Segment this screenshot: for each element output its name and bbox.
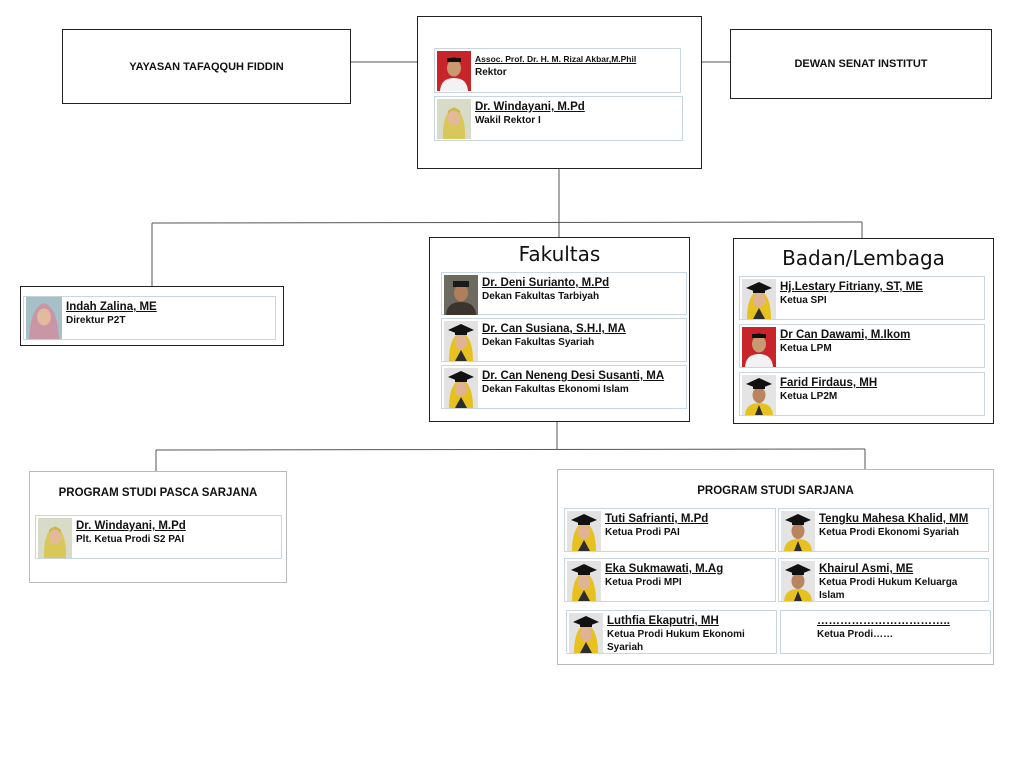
portrait-woman-hijab-icon — [38, 518, 72, 558]
pasca-sarjana-box — [29, 471, 287, 583]
portrait-man-red-bg-icon — [437, 51, 471, 91]
person-card-ketua-lp2m — [739, 372, 985, 416]
portrait-woman-graduation-icon — [567, 561, 601, 601]
person-card-ketua-spi — [739, 276, 985, 320]
portrait-woman-graduation-icon — [444, 368, 478, 408]
person-card-wakil-rektor — [434, 96, 683, 141]
person-name: Hj.Lestary Fitriany, ST, ME — [780, 281, 923, 293]
sarjana-title: PROGRAM STUDI SARJANA — [697, 485, 854, 497]
person-name: Assoc. Prof. Dr. H. M. Rizal Akbar,M.Phil — [475, 54, 637, 64]
person-role: Direktur P2T — [66, 315, 126, 326]
person-role: Ketua Prodi PAI — [605, 527, 680, 538]
person-role: Ketua LPM — [780, 343, 832, 354]
portrait-man-cap-icon — [444, 275, 478, 315]
person-role: Dekan Fakultas Syariah — [482, 337, 595, 348]
direktur-box — [20, 286, 284, 346]
person-name: Luthfia Ekaputri, MH — [607, 615, 719, 627]
fakultas-box — [429, 237, 690, 422]
badan-lembaga-title: Badan/Lembaga — [782, 246, 945, 270]
fakultas-title: Fakultas — [518, 242, 601, 266]
portrait-woman-graduation-icon — [742, 279, 776, 319]
portrait-woman-graduation-icon — [444, 321, 478, 361]
person-name: Eka Sukmawati, M.Ag — [605, 563, 724, 575]
person-role: Dekan Fakultas Ekonomi Islam — [482, 384, 629, 395]
person-card-prodi-hukum-ekonomi — [566, 610, 777, 654]
sarjana-box — [557, 469, 994, 665]
yayasan-box — [62, 29, 351, 104]
person-role: Ketua Prodi Hukum Ekonomi Syariah — [607, 629, 745, 653]
person-role: Ketua Prodi Ekonomi Syariah — [819, 527, 960, 538]
person-name: Dr. Can Susiana, S.H.I, MA — [482, 323, 626, 335]
person-role: Ketua LP2M — [780, 391, 838, 402]
person-name: Dr. Can Neneng Desi Susanti, MA — [482, 370, 665, 382]
portrait-man-graduation-icon — [781, 561, 815, 601]
badan-lembaga-box — [733, 238, 994, 424]
person-role: Rektor — [475, 67, 507, 78]
person-role: Plt. Ketua Prodi S2 PAI — [76, 534, 185, 545]
person-role: Ketua SPI — [780, 295, 827, 306]
dewan-senat-box — [730, 29, 992, 99]
person-role: Ketua Prodi…… — [817, 629, 894, 640]
person-card-dekan-ekonomi — [441, 365, 687, 409]
person-card-prodi-placeholder — [780, 610, 991, 654]
person-card-dekan-syariah — [441, 318, 687, 362]
person-card-dekan-tarbiyah — [441, 272, 687, 315]
person-card-ketua-lpm — [739, 324, 985, 368]
person-card-prodi-mpi — [564, 558, 776, 602]
person-role: Ketua Prodi Hukum Keluarga Islam — [819, 577, 958, 601]
person-name: Indah Zalina, ME — [66, 301, 157, 313]
portrait-woman-pink-hijab-icon — [26, 293, 62, 343]
person-role: Wakil Rektor I — [475, 115, 541, 126]
yayasan-label: YAYASAN TAFAQQUH FIDDIN — [129, 60, 284, 73]
person-name: Dr Can Dawami, M.Ikom — [780, 329, 911, 341]
person-name: …………………………….. — [817, 615, 950, 627]
portrait-woman-graduation-icon — [567, 511, 601, 551]
person-card-direktur — [23, 296, 276, 340]
portrait-man-graduation-icon — [781, 511, 815, 551]
person-card-prodi-ekonomi-syariah — [778, 508, 989, 552]
person-name: Tuti Safrianti, M.Pd — [605, 513, 709, 525]
person-name: Dr. Deni Surianto, M.Pd — [482, 277, 610, 289]
person-card-prodi-pai — [564, 508, 776, 552]
person-card-rektor — [434, 48, 681, 93]
portrait-woman-graduation-icon — [569, 613, 603, 653]
person-name: Dr. Windayani, M.Pd — [76, 520, 186, 532]
portrait-man-red-bg-icon — [742, 327, 776, 367]
person-card-prodi-hukum-keluarga — [778, 558, 989, 602]
person-card-ketua-s2-pai — [35, 515, 282, 559]
portrait-man-graduation-icon — [742, 375, 776, 415]
portrait-woman-hijab-icon — [437, 99, 471, 139]
person-name: Khairul Asmi, ME — [819, 563, 914, 575]
person-role: Ketua Prodi MPI — [605, 577, 682, 588]
person-name: Tengku Mahesa Khalid, MM — [819, 513, 969, 525]
rektorat-box — [417, 16, 702, 169]
dewan-senat-label: DEWAN SENAT INSTITUT — [794, 58, 928, 70]
person-name: Farid Firdaus, MH — [780, 377, 878, 389]
pasca-sarjana-title: PROGRAM STUDI PASCA SARJANA — [58, 487, 258, 499]
person-name: Dr. Windayani, M.Pd — [475, 101, 585, 113]
person-role: Dekan Fakultas Tarbiyah — [482, 291, 600, 302]
